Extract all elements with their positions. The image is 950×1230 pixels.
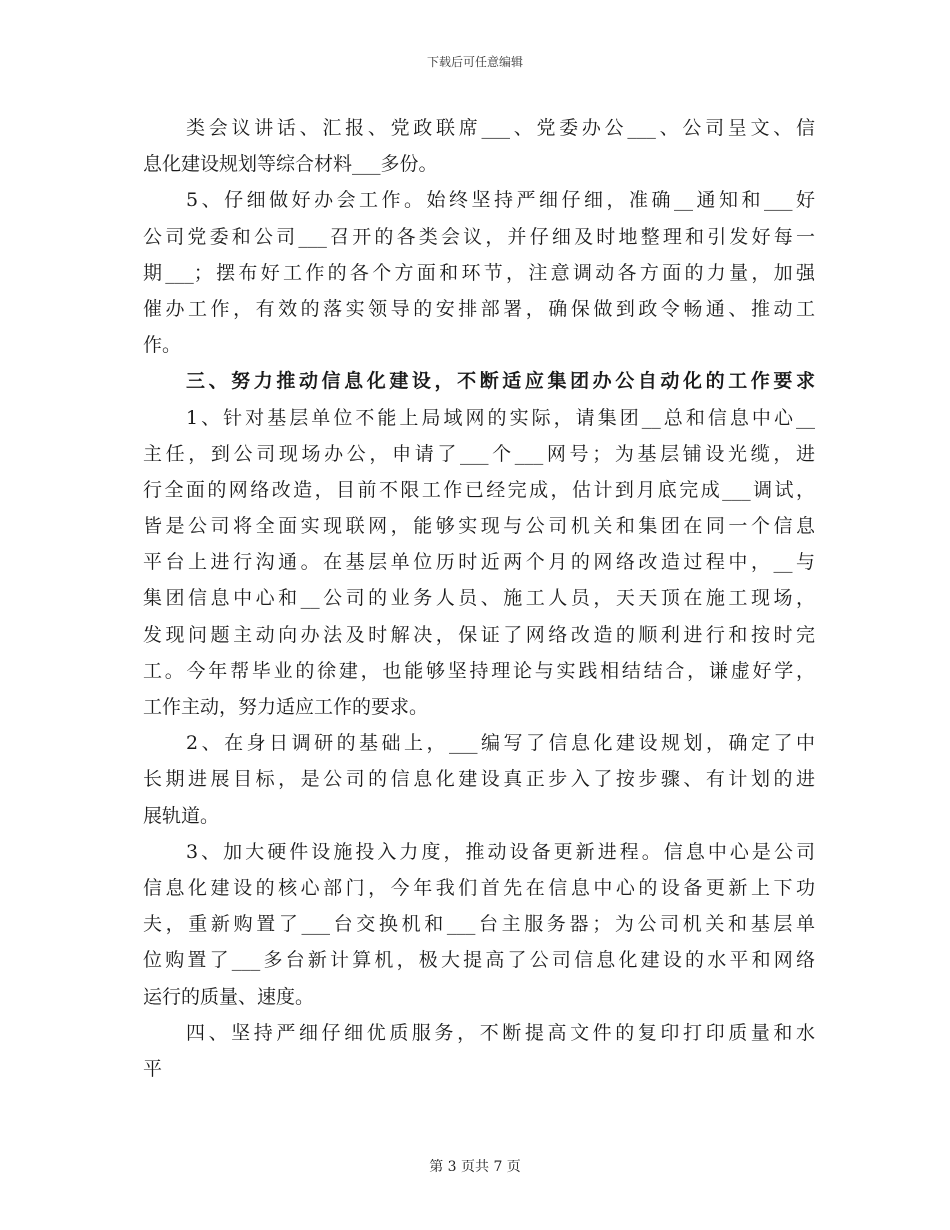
- text-line: 信息化建设的核心部门，今年我们首先在信息中心的设备更新上下功: [143, 876, 815, 899]
- text-line: 展轨道。: [143, 804, 220, 827]
- text-line: 类会议讲话、汇报、党政联席___、党委办公___、公司呈文、信: [186, 117, 815, 139]
- text-line: 催办工作，有效的落实领导的安排部署，确保做到政令畅通、推动工: [143, 297, 815, 320]
- page-header: 下载后可任意编辑: [426, 55, 523, 69]
- text-line: 作。: [143, 334, 182, 357]
- text-line: 工。今年帮毕业的徐建，也能够坚持理论与实践相结结合，谦虚好学，: [143, 659, 815, 682]
- page-footer: 第 3 页共 7 页: [429, 1159, 521, 1175]
- text-line: 集团信息中心和__公司的业务人员、施工人员，天天顶在施工现场，: [143, 587, 815, 610]
- text-line: 平台上进行沟通。在基层单位历时近两个月的网络改造过程中，__与: [143, 551, 815, 574]
- text-line: 息化建设规划等综合材料___多份。: [143, 153, 438, 176]
- text-line: 主任，到公司现场办公，申请了___个___网号；为基层铺设光缆，进: [143, 442, 815, 465]
- text-line: 5、仔细做好办会工作。始终坚持严细仔细，准确__通知和___好: [186, 189, 815, 212]
- text-line: 长期进展目标，是公司的信息化建设真正步入了按步骤、有计划的进: [143, 768, 815, 791]
- text-line: 1、针对基层单位不能上局域网的实际，请集团__总和信息中心__: [186, 406, 815, 429]
- text-line: 平: [143, 1057, 163, 1080]
- text-line: 工作主动，努力适应工作的要求。: [143, 696, 429, 718]
- text-line: 行全面的网络改造，目前不限工作已经完成，估计到月底完成___调试，: [143, 478, 815, 501]
- document-body: [143, 110, 815, 1087]
- text-line: 发现问题主动向办法及时解决，保证了网络改造的顺利进行和按时完: [143, 623, 815, 646]
- text-line: 皆是公司将全面实现联网，能够实现与公司机关和集团在同一个信息: [143, 515, 815, 538]
- text-line: 运行的质量、速度。: [143, 985, 315, 1008]
- text-line: 四、坚持严细仔细优质服务，不断提高文件的复印打印质量和水: [186, 1021, 815, 1044]
- text-line: 3、加大硬件设施投入力度，推动设备更新进程。信息中心是公司: [186, 840, 815, 863]
- text-line: 2、在身日调研的基础上，___编写了信息化建设规划，确定了中: [186, 732, 815, 755]
- section-heading: 三、努力推动信息化建设，不断适应集团办公自动化的工作要求: [186, 370, 815, 393]
- text-line: 位购置了___多台新计算机，极大提高了公司信息化建设的水平和网络: [143, 949, 815, 972]
- text-line: 期___；摆布好工作的各个方面和环节，注意调动各方面的力量，加强: [143, 261, 815, 284]
- text-line: 夫，重新购置了___台交换机和___台主服务器；为公司机关和基层单: [143, 913, 815, 936]
- text-line: 公司党委和公司___召开的各类会议，并仔细及时地整理和引发好每一: [143, 225, 815, 248]
